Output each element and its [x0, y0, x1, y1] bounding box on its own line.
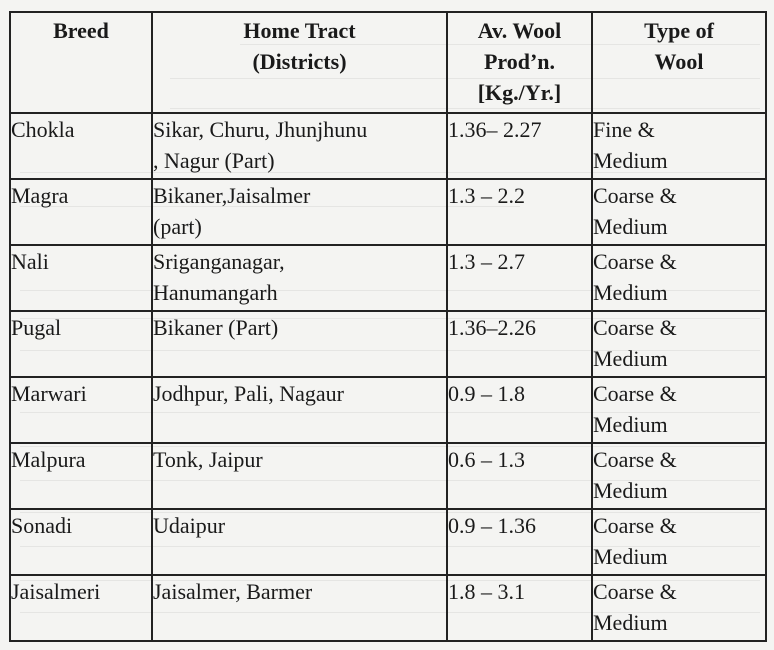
home-tract-cell — [152, 443, 447, 509]
wool-production-cell — [447, 509, 592, 575]
breed-cell — [10, 113, 152, 179]
breed-name: Jaisalmeri — [11, 579, 101, 604]
home-tract-line1: Jaisalmer, Barmer — [153, 579, 313, 604]
breed-cell — [10, 311, 152, 377]
wool-production-cell — [447, 377, 592, 443]
wool-type-line2: Medium — [593, 214, 668, 239]
header-wool-type — [592, 12, 766, 113]
home-tract-line1: Sikar, Churu, Jhunjhunu — [153, 117, 368, 142]
header-wool-production — [447, 12, 592, 113]
wool-type-line1: Coarse & — [593, 183, 677, 208]
header-home-tract-line2: (Districts) — [252, 49, 347, 74]
wool-type-line1: Coarse & — [593, 579, 677, 604]
home-tract-line1: Tonk, Jaipur — [153, 447, 263, 472]
home-tract-line1: Bikaner (Part) — [153, 315, 279, 340]
wool-type-cell — [592, 443, 766, 509]
home-tract-line2: , Nagur (Part) — [153, 148, 275, 173]
breed-cell — [10, 377, 152, 443]
home-tract-cell — [152, 113, 447, 179]
header-breed — [10, 12, 152, 113]
wool-type-line1: Coarse & — [593, 513, 677, 538]
wool-type-line2: Medium — [593, 346, 668, 371]
table-row — [10, 311, 766, 377]
wool-production-cell — [447, 245, 592, 311]
header-home-tract — [152, 12, 447, 113]
wool-type-line1: Coarse & — [593, 315, 677, 340]
wool-type-cell — [592, 245, 766, 311]
header-wool-production-line2: Prod’n. — [483, 49, 556, 74]
breed-cell — [10, 575, 152, 641]
table-row — [10, 377, 766, 443]
wool-type-cell — [592, 179, 766, 245]
table-row — [10, 575, 766, 641]
wool-type-line2: Medium — [593, 280, 668, 305]
header-wool-production-line1: Av. Wool — [477, 18, 562, 43]
wool-type-line2: Medium — [593, 544, 668, 569]
table-row — [10, 509, 766, 575]
wool-production-value: 0.9 – 1.8 — [448, 381, 525, 406]
wool-type-cell — [592, 113, 766, 179]
home-tract-cell — [152, 311, 447, 377]
wool-type-line2: Medium — [593, 478, 668, 503]
wool-type-line1: Coarse & — [593, 381, 677, 406]
wool-type-line2: Medium — [593, 148, 668, 173]
wool-production-value: 1.3 – 2.7 — [448, 249, 525, 274]
wool-breeds-table — [9, 11, 767, 642]
wool-type-cell — [592, 509, 766, 575]
wool-type-line2: Medium — [593, 610, 668, 635]
breed-name: Magra — [11, 183, 69, 208]
home-tract-line1: Jodhpur, Pali, Nagaur — [153, 381, 344, 406]
breed-name: Pugal — [11, 315, 62, 340]
header-wool-production-line3: [Kg./Yr.] — [477, 80, 562, 105]
breed-cell — [10, 509, 152, 575]
wool-production-value: 1.3 – 2.2 — [448, 183, 525, 208]
header-breed-label: Breed — [53, 18, 109, 43]
header-home-tract-line1: Home Tract — [243, 18, 356, 43]
breed-name: Marwari — [11, 381, 87, 406]
wool-type-line1: Fine & — [593, 117, 655, 142]
wool-production-cell — [447, 179, 592, 245]
header-wool-type-line1: Type of — [644, 18, 714, 43]
header-wool-type-line2: Wool — [654, 49, 704, 74]
wool-production-value: 1.8 – 3.1 — [448, 579, 525, 604]
wool-type-cell — [592, 311, 766, 377]
wool-type-line1: Coarse & — [593, 249, 677, 274]
breed-name: Nali — [11, 249, 49, 274]
wool-type-cell — [592, 575, 766, 641]
table-header-row — [10, 12, 766, 113]
wool-production-cell — [447, 311, 592, 377]
wool-production-value: 1.36–2.26 — [448, 315, 536, 340]
wool-type-cell — [592, 377, 766, 443]
breed-name: Chokla — [11, 117, 75, 142]
table-row — [10, 113, 766, 179]
table-row — [10, 443, 766, 509]
table-row — [10, 179, 766, 245]
wool-type-line1: Coarse & — [593, 447, 677, 472]
home-tract-cell — [152, 179, 447, 245]
wool-production-value: 0.6 – 1.3 — [448, 447, 525, 472]
breed-name: Malpura — [11, 447, 86, 472]
home-tract-line1: Bikaner,Jaisalmer — [153, 183, 311, 208]
breed-cell — [10, 443, 152, 509]
home-tract-line1: Sriganganagar, — [153, 249, 285, 274]
home-tract-cell — [152, 575, 447, 641]
home-tract-cell — [152, 377, 447, 443]
breed-cell — [10, 179, 152, 245]
wool-production-cell — [447, 113, 592, 179]
breed-name: Sonadi — [11, 513, 73, 538]
wool-production-cell — [447, 443, 592, 509]
wool-production-value: 0.9 – 1.36 — [448, 513, 536, 538]
home-tract-cell — [152, 509, 447, 575]
table-row — [10, 245, 766, 311]
wool-production-cell — [447, 575, 592, 641]
home-tract-line2: Hanumangarh — [153, 280, 278, 305]
home-tract-cell — [152, 245, 447, 311]
wool-production-value: 1.36– 2.27 — [448, 117, 542, 142]
home-tract-line1: Udaipur — [153, 513, 226, 538]
home-tract-line2: (part) — [153, 214, 202, 239]
wool-type-line2: Medium — [593, 412, 668, 437]
breed-cell — [10, 245, 152, 311]
